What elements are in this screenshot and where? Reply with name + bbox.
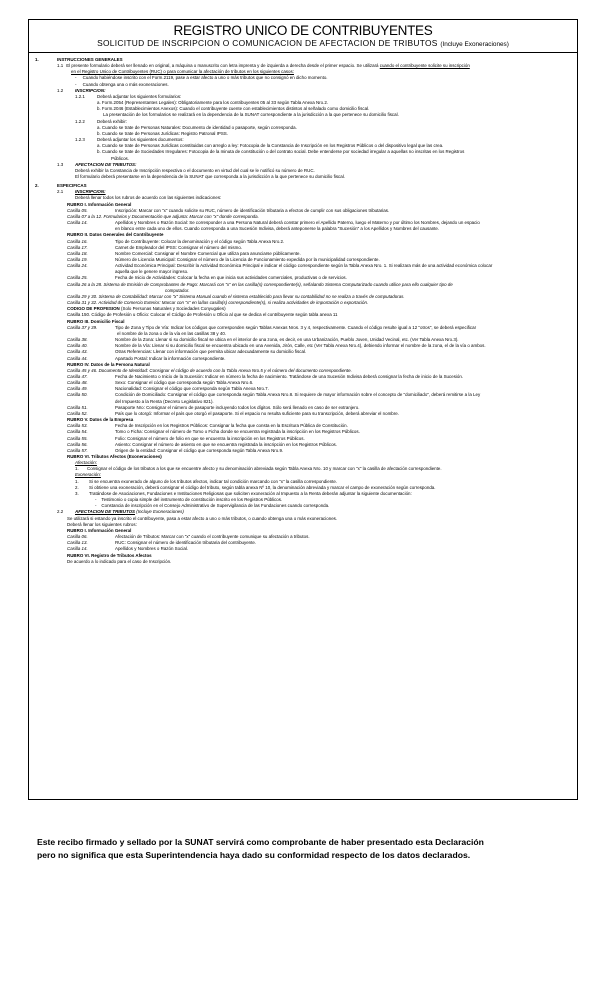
list-item: b. Cuando se trate de Sociedades Irregulares: Fotocopia de la minuta de constitución o del contrato social. Debe entenderse por sociedad irregular a aquellas no inscritas en los Registros (97, 149, 465, 155)
subtitle-text: SOLICITUD DE INSCRIPCION O COMUNICACION DE AFECTACION DE TRIBUTOS (97, 38, 438, 48)
casilla-key: Casilla 44. (67, 355, 88, 361)
casilla-key: Casilla 51. (67, 404, 88, 410)
page-subtitle (33, 38, 573, 50)
rubro-2-rows (35, 239, 571, 270)
paragraph-text: De acuerdo a lo indicado para el caso de Inscripción. (67, 558, 172, 564)
casilla-key: Casilla 43. (67, 349, 88, 355)
list-item: 1. Si se encuentra exonerado de alguno de los tributos afectos, indicar tal condición marcando con "x" la casilla correspondiente. (75, 478, 338, 484)
casilla-key: Casilla 16. (67, 238, 88, 244)
rubro-heading: RUBRO III. Domicilio Fiscal (67, 318, 125, 324)
section-2-heading: 2. ESPECIFICAS (35, 183, 87, 189)
casilla-text: Fecha de Nacimiento o Inicio de la Sucesión: Indicar en número la fecha de nacimiento. Tratándose de una Sucesión Indivisa deberá consignar la fecha de inicio de la Sucesión. (115, 373, 464, 379)
casilla-text: Folio: Consignar el número de folio en que se encuentra la inscripción en los Registros Públicos. (115, 435, 305, 441)
list-item: - Constancia de inscripción en el Consejo Administrativo de Supervigilancia de las Fundaciones cuando corresponda. (95, 503, 330, 509)
list-item: 1. Consignar el código de los tributos a los que se encuentre afecto y su denominación abreviada según Tabla Anexa Nro. 10 y marcar con "x" la casilla de afectación correspondiente. (75, 466, 442, 472)
paragraph-2-1-heading: 2.1 INSCRIPCION: (57, 189, 106, 195)
casilla-key: Casilla 18. (67, 250, 88, 256)
casilla-key: Casilla 47. (67, 373, 88, 379)
casilla-text: Apartado Postal: Indicar la información correspondiente. (115, 355, 226, 361)
casilla-row: Casilla 14. Apellidos y Nombres o Razón Social: Se corresponder a una Persona Natural deberá constar primero el Apellido Paterno, luego el Materno y por último los Nombres, dejando un espacio (67, 220, 480, 226)
subtitle-note: (Incluye Exoneraciones) (440, 41, 509, 48)
paragraph-text: Deberá exhibir la Constancia de Inscripción respectiva o el documento en virtud del cual se le notificó su número de RUC. (75, 167, 315, 173)
rubro-heading: RUBRO VI. Registro de Tributos Afectos (67, 552, 152, 558)
list-item: a. Cuando se trate de Personas Jurídicas constituidas con arreglo a ley: Fotocopia de la Constancia de Inscripción en los Registros Públicos o del dispositivo legal que las crea. (97, 143, 444, 149)
paragraph-text: Deberá llenar los siguientes rubros: (67, 521, 137, 527)
list-item: Públicos. (111, 155, 130, 161)
paragraph-text: Se utilizará si estando ya inscrito el contribuyente, pasa a estar afecto a uno o más tributos, o cuando obtenga una o más exoneraciones. (67, 515, 338, 521)
casilla-text: Nacionalidad: Consignar el código que corresponda según Tabla Anexa Nro.7. (115, 386, 269, 392)
casilla-key: Casilla 52. (67, 410, 88, 416)
paragraph-2-2-heading: 2.2 AFECTACION DE TRIBUTOS (Incluye Exoneraciones) (57, 509, 184, 515)
casilla-key: Casilla 17. (67, 244, 88, 250)
list-item: 2. Si obtiene una exoneración, deberá consignar el código del tributo, según tabla anexa Nº 10, la denominación abreviada y marcar el campo de exoneración según corresponda. (75, 484, 436, 490)
rubro-4-rows (35, 374, 571, 399)
casilla-row-cont: el nombre de la zona o de la vía en las casillas 38 y 40. (117, 330, 227, 336)
casilla-text: Tomo o Ficha: Consignar el número de Tomo o Ficha donde se encuentra registrada la inscripción en los Registros Públicos. (115, 429, 360, 435)
item-1-2-1: 1.2.1 Deberá adjuntar los siguientes formularios: (75, 93, 182, 99)
list-item: La presentación de los formularios se realizará en la dependencia de la SUNAT correspondiente a la jurisdicción a la que pertenece su domicilio fiscal. (103, 112, 399, 118)
paragraph-1-1-cont: en el Registro Unico de Contribuyentes (RUC) o para comunicar la afectación de tributos en los siguientes casos: (71, 69, 294, 75)
casilla-key: Casilla 53. (67, 423, 88, 429)
casilla-key: Casilla 24. (67, 263, 88, 269)
casilla-key: Casilla 56. (67, 441, 88, 447)
casilla-text: Fecha de Inscripción en los Registros Públicos: Consignar la fecha que consta en la Escritura Pública de Constitución. (115, 423, 348, 429)
casilla-key: Casilla 49. (67, 386, 88, 392)
casilla-key: Casilla 55. (67, 435, 88, 441)
casilla-key: Casilla 50. (67, 392, 88, 398)
profesion-heading: CODIGO DE PROFESION (Solo Personas Naturales y Sociedades Conyugales) (67, 306, 226, 312)
footer-line: Este recibo firmado y sellado por la SUNAT servirá como comprobante de haber presentado esta Declaración (37, 837, 484, 847)
rubro-heading: RUBRO VI. Tributos Afectos (Exoneraciones) (67, 454, 162, 459)
rubro-heading: RUBRO IV. Datos de la Persona Natural (67, 361, 150, 367)
section-1-heading: 1. INSTRUCCIONES GENERALES (35, 57, 123, 62)
casilla-text: Sexo: Consignar el código que corresponda según Tabla Anexa Nro.6. (115, 380, 254, 386)
casilla-text: Número de Licencia Municipal: Consignar el número de la Licencia de Funcionamiento expedida por la municipalidad correspondiente. (115, 257, 380, 262)
casilla-key: Casilla 38. (67, 337, 88, 343)
casilla-row: Casilla 37 y 39. Tipo de Zona y Tipo de Vía: Indicar los códigos que corresponden según Tablas Anexas Nros. 3 y 4, respectivamente. Cuando el código resulte igual a 12 "otros", se deberá especificar (67, 324, 477, 330)
casilla-row-cont: computador. (165, 287, 190, 293)
footer-line: pero no significa que esta Superintendencia haya dado su conformidad respecto de los datos declarados. (37, 850, 471, 860)
casilla-text: Asiento: Consignar el número de asiento en que se encuentra registrada la inscripción en los Registros Públicos. (115, 441, 338, 447)
list-item: a. Cuando se trate de Personas Naturales: Documento de identidad o pasaporte, según corresponda. (97, 124, 297, 130)
instructions-body (29, 53, 577, 565)
list-item: - Cuando obtenga una o más exoneraciones. (75, 81, 169, 87)
casilla-key: Casilla 06. (67, 534, 88, 540)
instructions-frame (28, 19, 578, 800)
list-item: b. Form.2046 (Establecimientos Anexos): Cuando el contribuyente cuente con establecimientos distintos al señalado como domicilio fiscal. (97, 106, 370, 112)
casilla-text: País que lo otorgó: Informar el país que otorgó el pasaporte. Si el espacio no resulta suficiente para su transcripción, deberá abreviar el nombre. (115, 410, 399, 416)
casilla-row: Casilla 25. Fecha de Inicio de Actividades: Colocar la fecha en que inicia sus actividades comerciales, productivas o de servicios. (67, 275, 347, 281)
afectacion-rows (35, 534, 571, 552)
casilla-key: Casilla 19. (67, 257, 88, 262)
paragraph-1-2-heading: 1.2 INSCRIPCION: (57, 87, 106, 93)
casilla-text: Afectación de Tributos: Marcar con "x" cuando el contribuyente comunique su afectación a tributos. (115, 534, 310, 540)
casilla-row-cont: en blanco entre cada uno de ellos. Cuando corresponda a una Sucesión Indivisa, deberá anteponerse la palabra "Sucesión" a los Apellidos y Nombres del causante. (115, 226, 440, 232)
casilla-text: Nombre de la Zona: Llenar si su domicilio fiscal se ubica en el interior de una zona, es decir, en una Urbanización, Pueblo Joven, Unidad Vecinal, etc. (Ver Tabla Anexa Nro.3). (115, 337, 459, 343)
casilla-row: Casilla 05. Inscripción: Marcar con "x" cuando solicite su RUC, número de identificación tributaria a efectos de cumplir con sus obligaciones tributarias. (67, 207, 390, 213)
paragraph-text: Deberá llenar todos los rubros de acuerdo con las siguientes indicaciones: (75, 195, 222, 201)
casilla-row: Casilla 31 y 32. Actividad de Comercio Exterior: Marcar con "x" en la/las casilla(s) correspondiente(s), si realiza actividades de importación o exportación. (67, 300, 369, 306)
rubro-heading: RUBRO I. Información General (67, 201, 132, 207)
casilla-text: Nombre de la Vía: Llenar si su domicilio fiscal se encuentra ubicado en una Avenida, Jirón, Calle, etc (Ver Tabla Anexa Nro.4), debiendo informar el nombre de la zona, el de la vía o ambos. (115, 343, 486, 349)
casilla-text: Nombre Comercial: Consignar el Nombre Comercial que utiliza para anunciarse públicamente. (115, 250, 301, 256)
list-item: 3. Tratándose de Asociaciones, Fundaciones e Instituciones Religiosas que soliciten exoneración al Impuesto a la Renta deberán adjuntar la siguiente documentación: (75, 490, 412, 496)
casilla-key: Casilla 54. (67, 429, 88, 435)
casilla-key: Casilla 13. (67, 540, 88, 546)
subheading: Afectación: (75, 460, 97, 466)
item-1-2-2: 1.2.2 Deberá exhibir: (75, 118, 128, 124)
form-header (29, 20, 577, 53)
list-item: - Cuando habiéndose inscrito con el Form.2119, pase a estar afecto a uno o más tributos que no consignó en dicho momento. (75, 75, 328, 81)
casilla-text: RUC: Consignar el número de identificación tributaria del contribuyente. (115, 540, 257, 546)
casilla-text: Apellidos y Nombres o Razón Social. (115, 546, 189, 552)
list-item: - Testimonio o copia simple del instrumento de constitución inscrito en los Registros Públicos. (95, 497, 283, 503)
casilla-row: Casilla 45 y 46. Documento de Identidad: Consignar el código de acuerdo con la Tabla Anexa Nro.5 y el número del documento correspondiente. (67, 367, 352, 373)
paragraph-text: El formulario deberá presentarse en la dependencia de la SUNAT que corresponda a la jurisdicción a la que pertenece su domicilio fiscal. (75, 173, 345, 179)
casilla-row: Casilla 26 a la 28. Sistema de Emisión de Comprobantes de Pago: Marcará con "x" en las casilla(s) correspondiente(s), señalando Sistema Computarizado cuando utilice para ello cualquier tipo de (67, 281, 453, 287)
item-1-2-3: 1.2.3 Deberá adjuntar los siguientes documentos: (75, 137, 184, 143)
rubro-3-rows (35, 337, 571, 362)
casilla-text: Tipo de Contribuyente: Colocar la denominación y el código según Tabla Anexa Nro.2. (115, 238, 285, 244)
casilla-key: Casilla 40. (67, 343, 88, 349)
paragraph-1-3-heading: 1.3 AFECTACION DE TRIBUTOS: (57, 161, 137, 167)
page-title: REGISTRO UNICO DE CONTRIBUYENTES (173, 23, 433, 38)
casilla-key: Casilla 57. (67, 447, 88, 453)
casilla-text: Origen de la entidad: Consignar el código que corresponda según Tabla Anexa Nro.9. (115, 447, 284, 453)
rubro-heading: RUBRO V. Datos de la Empresa (67, 417, 134, 423)
list-item: b. Cuando se trate de Personas Jurídicas: Registro Patronal IPSS. (97, 130, 228, 136)
casilla-row-cont: del Impuesto a la Renta (Decreto Legislativo 821). (115, 398, 214, 404)
casilla-text: Actividad Económica Principal: Describir la Actividad Económica Principal e indicar el código correspondiente según la Tabla Anexa Nro. 1. Si realizara más de una actividad económica colocar (115, 263, 493, 269)
casilla-text: Condición de Domiciliado: Consignar el código que corresponda según Tabla Anexa Nro.8. Si requiere de mayor información sobre el concepto de "domiciliado", deberá remitirse a la Ley (115, 392, 481, 398)
paragraph-1-1: 1.1 El presente formulario deberá ser llenado en original, a máquina o manuscrito con letra imprenta y de izquierda a derecha desde el primer espacio. Se utilizará cuando el contribuyente solicite su inscripción (57, 63, 470, 69)
list-item: a. Form.2054 (Representantes Legales): Obligatoriamente para los contribuyentes 05 al 33 según Tabla Anexa Nro.2. (97, 100, 329, 106)
casilla-text: Pasaporte Nro: Consignar el número de pasaporte incluyendo todos los dígitos. Sólo será llenado en caso de ser extranjero. (115, 404, 360, 410)
casilla-text: Otras Referencias: Llenar con información que permita ubicar adecuadamente su domicilio fiscal. (115, 349, 307, 355)
rubro-heading: RUBRO II. Datos Generales del Contribuyente (67, 232, 164, 238)
casilla-row: Casilla 29 y 30. Sistema de Contabilidad: Marcar con "x" Sistema Manual cuando el sistema establecido para llevar su contabilidad no se realiza a través de computadoras. (67, 293, 405, 299)
footer-note (37, 836, 577, 862)
casilla-key: Casilla 14. (67, 546, 88, 552)
rubro-5-rows (35, 423, 571, 454)
casilla-row-cont: aquella que le genere mayor ingreso. (115, 269, 189, 275)
rubro-heading: RUBRO I. Información General (67, 527, 132, 533)
casilla-row: Casilla 07 a la 12. Formularios y Documentación que adjunta: Marcar con "x" donde corresponda. (67, 213, 259, 219)
casilla-key: Casilla 48. (67, 380, 88, 386)
casilla-row: Casilla 150. Código de Profesión u Oficio: Colocar el Código de Profesión u Oficio al que se dedica el contribuyente según tabla anexa 11 (67, 312, 338, 318)
casilla-text: Carnet de Empleador del IPSS: Consignar el número del mismo. (115, 244, 243, 250)
subheading: Exoneración: (75, 472, 101, 478)
rubro-4-rows-2 (35, 405, 571, 417)
